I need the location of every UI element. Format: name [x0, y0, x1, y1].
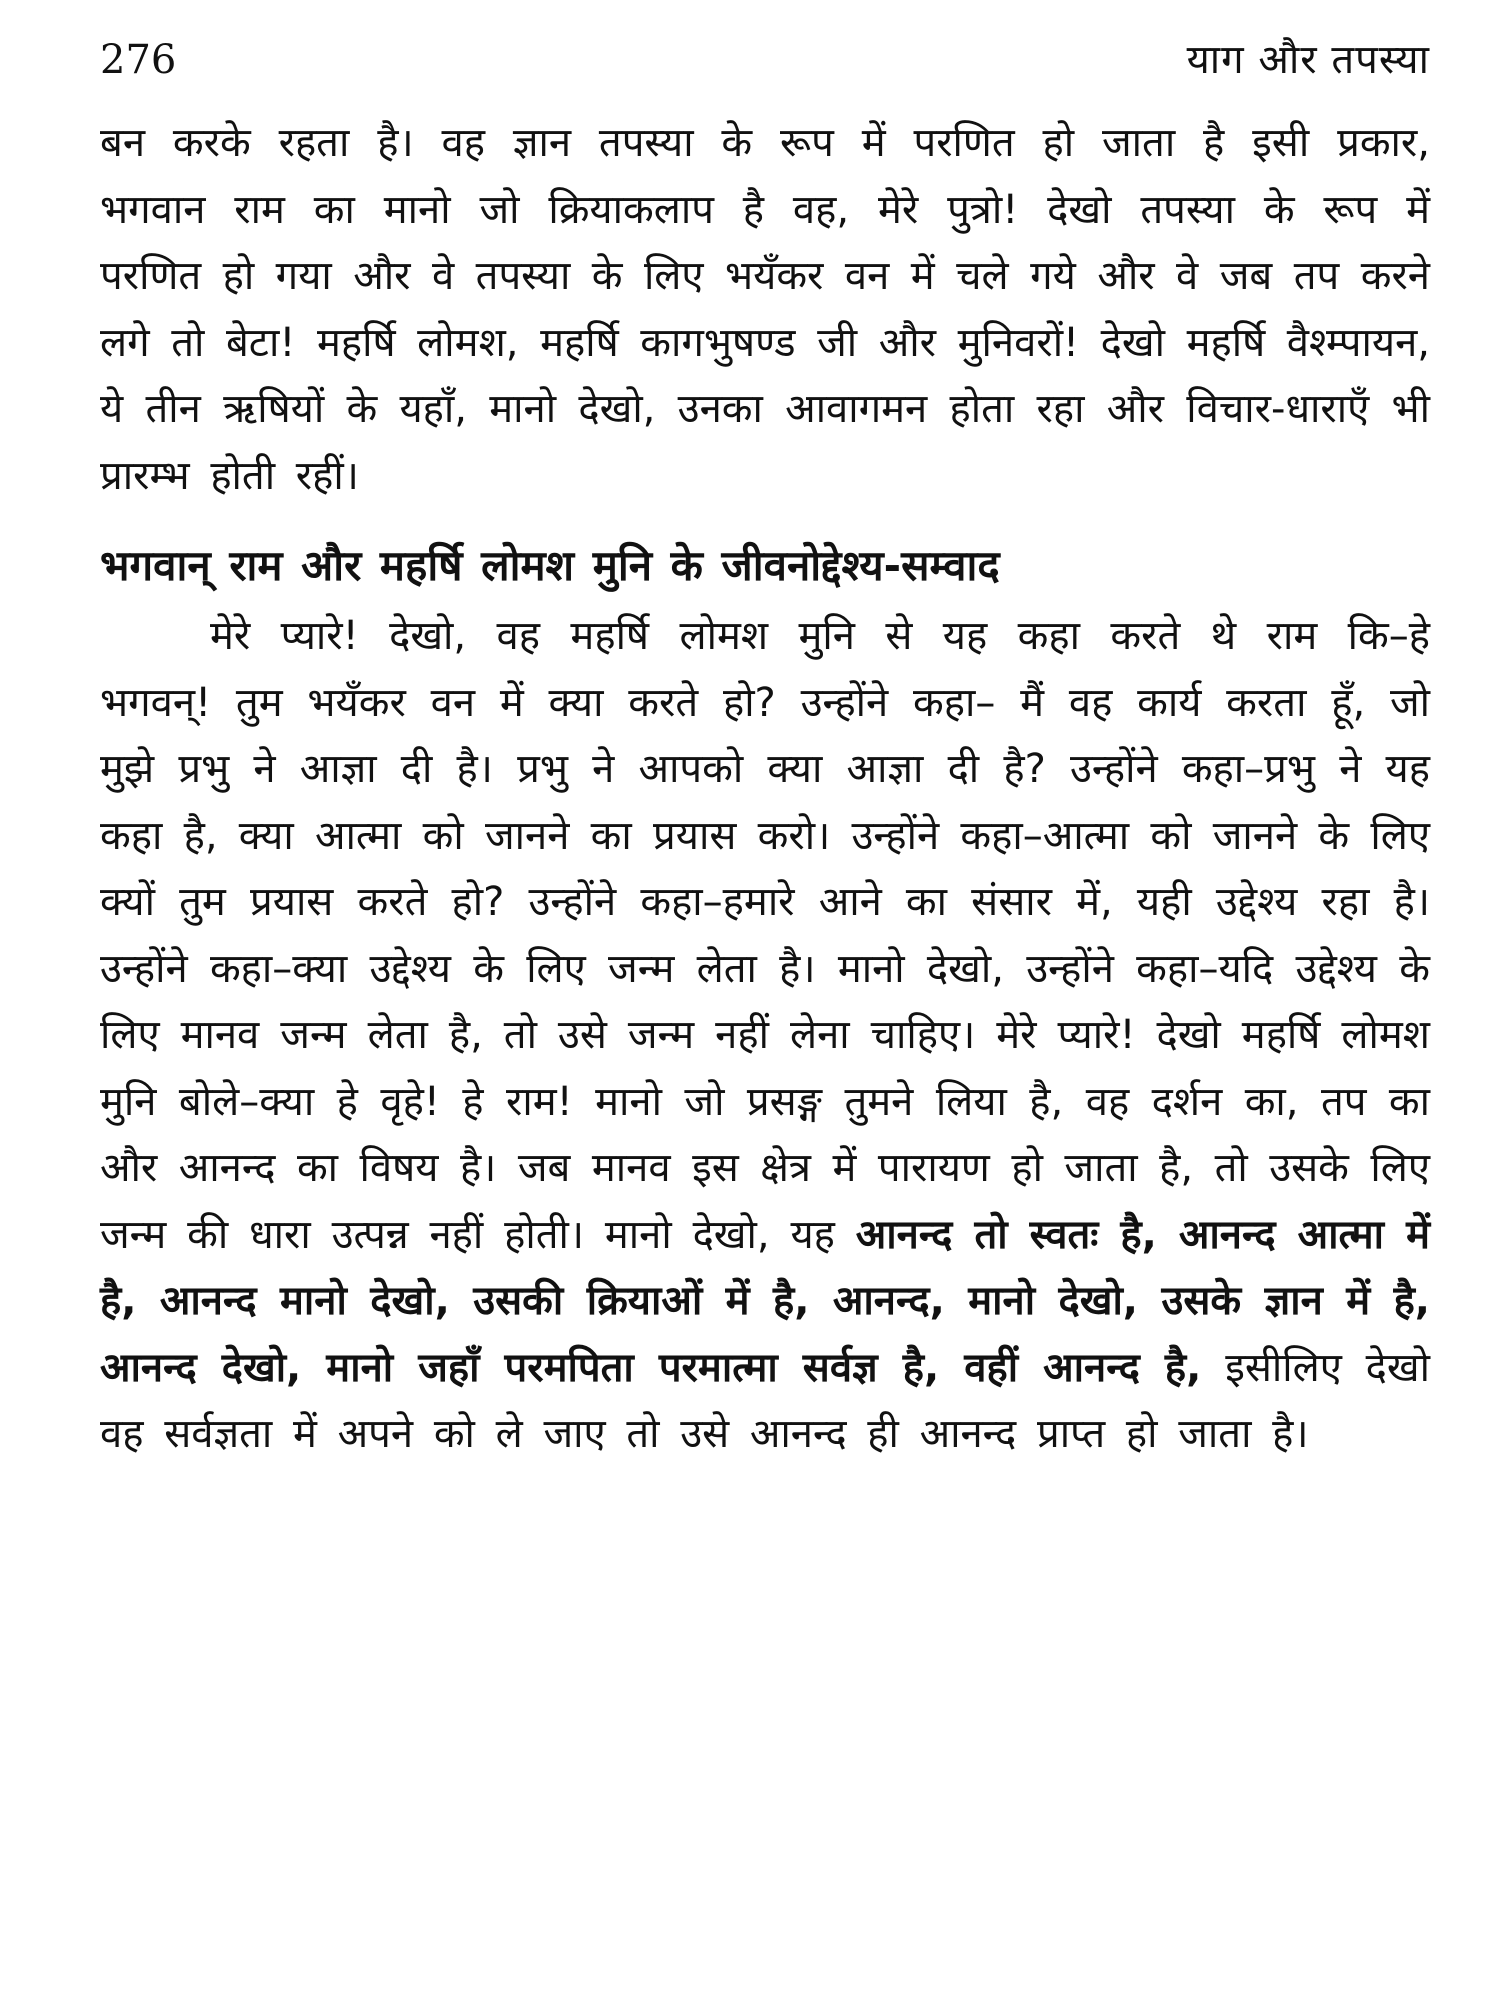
running-title: याग और तपस्या	[1186, 37, 1430, 83]
section-heading: भगवान् राम और महर्षि लोमश मुनि के जीवनोद्देश्य-सम्वाद	[100, 541, 1000, 590]
paragraph-2-intro: मेरे प्यारे! देखो, वह महर्षि लोमश मुनि से यह कहा करते थे राम कि–हे भगवन्! तुम भयँकर वन में क्या करते हो? उन्होंने कहा– मैं वह कार्य करता हूँ, जो मुझे प्रभु ने आज्ञा दी है। प्रभु ने आपको क्या आज्ञा दी है? उन्होंने कहा–प्रभु ने यह कहा है, क्या आत्मा को जानने का प्रयास करो। उन्होंने कहा–आत्मा को जानने के लिए क्यों तुम प्रयास करते हो? उन्होंने कहा–हमारे आने का संसार में, यही उद्देश्य रहा है। उन्होंने कहा–क्या उद्देश्य के लिए जन्म लेता है। मानो देखो, उन्होंने कहा–यदि उद्देश्य के लिए मानव जन्म लेता है, तो उसे जन्म नहीं लेना चाहिए। मेरे प्यारे! देखो महर्षि लोमश मुनि बोले–क्या हे वृहे! हे राम! मानो जो प्रसङ्ग तुमने लिया है, वह दर्शन का, तप का और आनन्द का विषय है। जब मानव इस क्षेत्र में पारायण हो जाता है, तो उसके लिए जन्म की धारा उत्पन्न नहीं होती। मानो देखो, यह	[100, 613, 1430, 1258]
paragraph-2-bold-text: आनन्द तो स्वतः है, आनन्द आत्मा में है, आनन्द मानो देखो, उसकी क्रियाओं में है, आनन्द, मानो देखो, उसके ज्ञान में है, आनन्द देखो, मानो जहाँ परमपिता परमात्मा सर्वज्ञ है, वहीं आनन्द है,	[100, 1211, 1431, 1391]
paragraph-1: बन करके रहता है। वह ज्ञान तपस्या के रूप में परणित हो जाता है इसी प्रकार, भगवान राम का मानो जो क्रियाकलाप है वह, मेरे पुत्रो! देखो तपस्या के रूप में परणित हो गया और वे तपस्या के लिए भयँकर वन में चले गये और वे जब तप करने लगे तो बेटा! महर्षि लोमश, महर्षि कागभुषण्ड जी और मुनिवरों! देखो महर्षि वैश्म्पायन, ये तीन ऋषियों के यहाँ, मानो देखो, उनका आवागमन होता रहा और विचार-धाराएँ भी प्रारम्भ होती रहीं।	[100, 120, 1430, 499]
page-number: 276	[100, 37, 177, 83]
page-header	[100, 30, 1430, 92]
paragraph-2-outro: इसीलिए देखो वह सर्वज्ञता में अपने को ले जाए तो उसे आनन्द ही आनन्द प्राप्त हो जाता है।	[100, 1344, 1430, 1457]
paragraph-2	[100, 603, 1430, 1468]
